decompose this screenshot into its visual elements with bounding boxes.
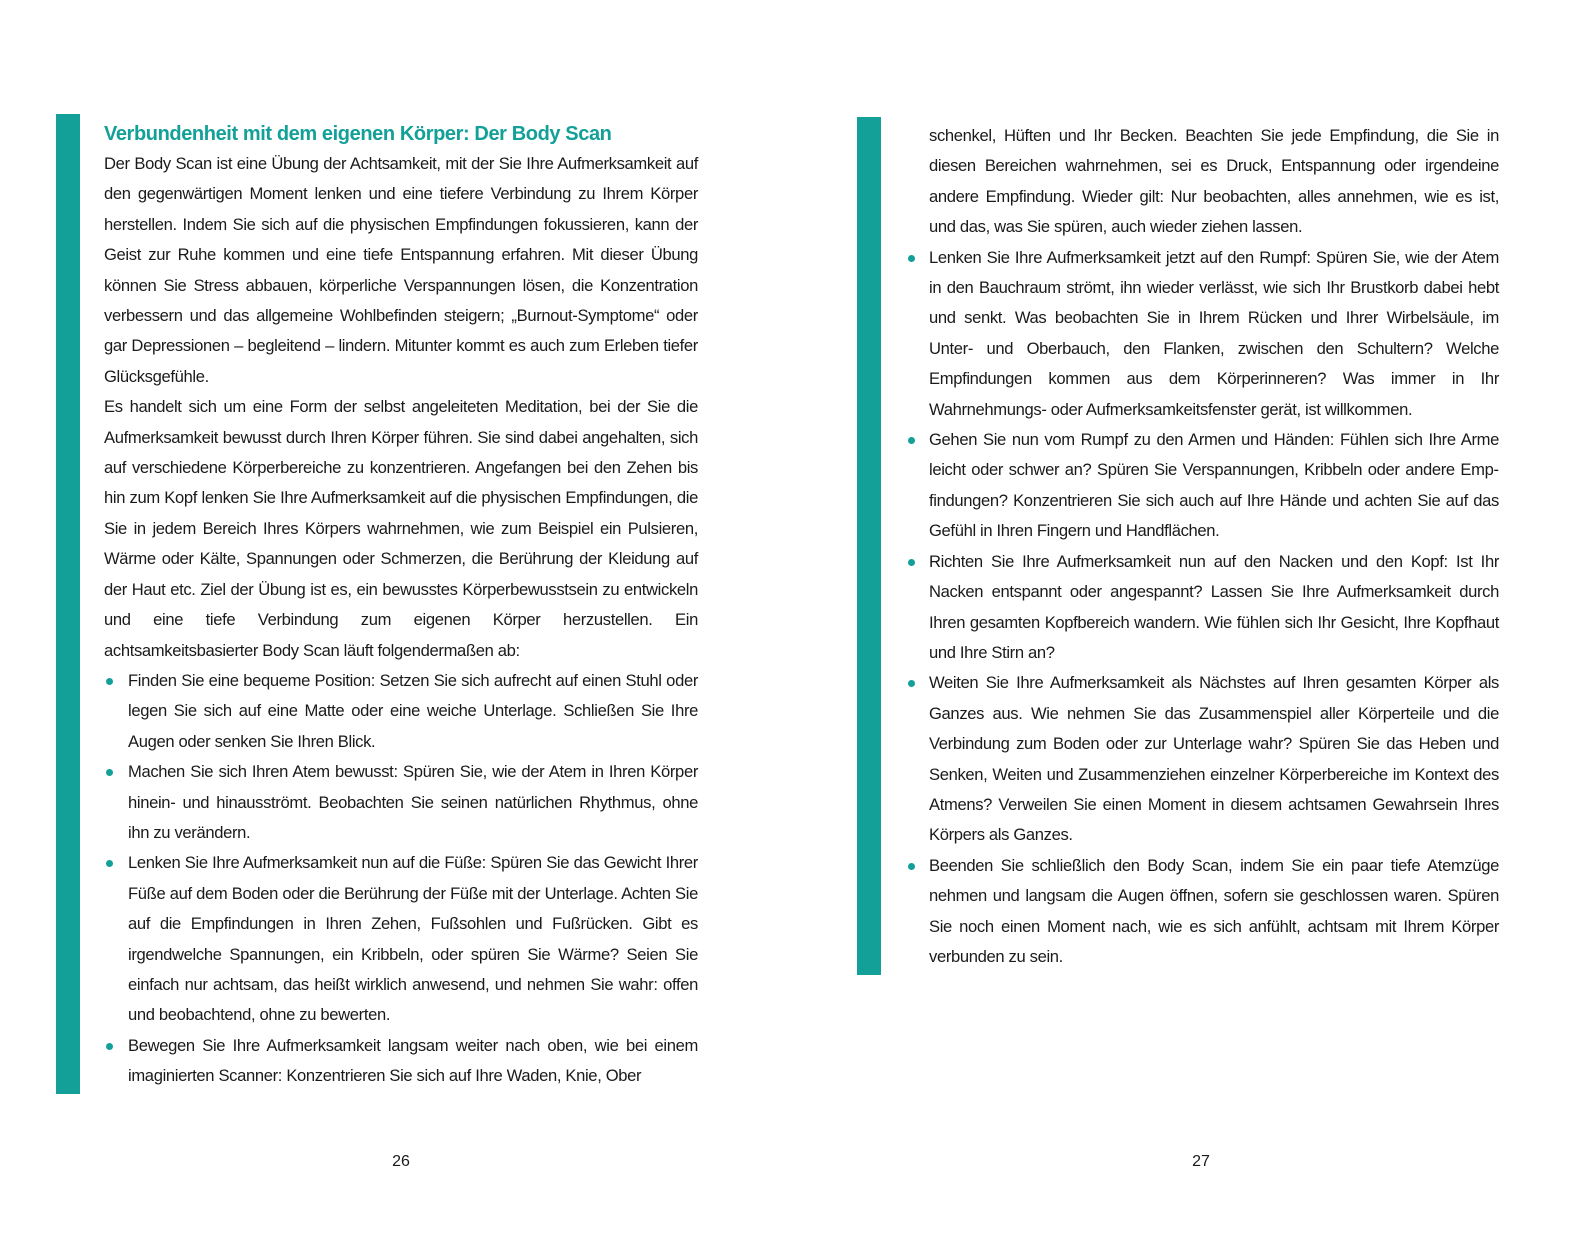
list-item xyxy=(929,243,1499,425)
accent-bar xyxy=(56,114,80,1094)
list-item-text: Finden Sie eine bequeme Position: Setzen Sie sich aufrecht auf einen Stuhl oder legen Sie sich auf eine Matte oder eine weiche Unterlage. Schließen Sie Ihre Augen oder senken Sie Ihren Blick. xyxy=(128,670,698,751)
list-item-text: Beenden Sie schließlich den Body Scan, indem Sie ein paar tiefe Atemzüge nehmen und langsam die Augen öffnen, sofern sie geschlossen waren. Spüren Sie noch einen Moment nach, wie es sich anfühlt, achtsam mit Ihrem Körper verbunden zu sein. xyxy=(929,855,1499,966)
list-item-text: Gehen Sie nun vom Rumpf zu den Armen und Händen: Fühlen sich Ihre Arme leicht oder schwer an? Spüren Sie Verspannungen, Kribbeln oder andere Empfindungen? Konzentrieren Sie sich auch auf Ihre Hände und achten Sie auf das Gefühl in Ihren Fingern und Handflächen. xyxy=(929,430,1499,541)
right-text-column xyxy=(929,121,1499,972)
bullet-icon xyxy=(908,437,915,444)
bullet-list xyxy=(104,666,698,1092)
list-item-text: Lenken Sie Ihre Aufmerksamkeit jetzt auf den Rumpf: Spüren Sie, wie der Atem in den Bauchraum strömt, ihn wieder verlässt, wie sich Ihr Brustkorb dabei hebt und senkt. Was beobachten Sie in Ihrem Rücken und Ihrer Wirbelsäule, im Unter- und Oberbauch, den Flanken, zwischen den Schultern? Welche Empfindungen kommen aus dem Körperinneren? Was immer in Ihr Wahrnehmungs- oder Aufmerksamkeitsfenster gerät, ist willkommen. xyxy=(929,247,1499,419)
list-item-text: Bewegen Sie Ihre Aufmerksamkeit langsam weiter nach oben, wie bei einem imaginierten Scanner: Konzentrieren Sie sich auf Ihre Waden, Knie, Ober xyxy=(128,1035,698,1086)
bullet-icon xyxy=(106,678,113,685)
list-item-text: Richten Sie Ihre Aufmerksamkeit nun auf den Nacken und den Kopf: Ist Ihr Nacken entspannt oder angespannt? Lassen Sie Ihre Aufmerksamkeit durch Ihren gesamten Kopfbereich wandern. Wie fühlen sich Ihr Gesicht, Ihre Kopfhaut und Ihre Stirn an? xyxy=(929,551,1499,662)
bullet-icon xyxy=(908,559,915,566)
bullet-icon xyxy=(106,1043,113,1050)
bullet-icon xyxy=(908,255,915,262)
list-item-text: Weiten Sie Ihre Aufmerksamkeit als Nächstes auf Ihren gesamten Körper als Ganzes aus. Wie nehmen Sie das Zusammenspiel aller Körperteile und die Verbindung zum Boden oder zur Unterlage wahr? Spüren Sie das Heben und Senken, Weiten und Zusammenziehen einzelner Körperbereiche im Kontext des Atmens? Verweilen Sie einen Moment in diesem achtsamen Gewahrsein Ihres Körpers als Ganzes. xyxy=(929,673,1499,845)
page-number: 26 xyxy=(392,1153,410,1170)
right-page xyxy=(797,0,1594,1240)
continued-list-text: schenkel, Hüften und Ihr Becken. Beachten Sie jede Empfindung, die Sie in diesen Bereichen wahrnehmen, sei es Druck, Entspannung oder irgendeine andere Empfindung. Wieder gilt: Nur beobachten, alles annehmen, wie es ist, und das, was Sie spüren, auch wieder ziehen lassen. xyxy=(929,126,1499,237)
bullet-icon xyxy=(908,680,915,687)
left-text-column xyxy=(104,119,698,1092)
list-item-text: Machen Sie sich Ihren Atem bewusst: Spüren Sie, wie der Atem in Ihren Körper hinein- und hinausströmt. Beobachten Sie seinen natürlichen Rhythmus, ohne ihn zu verändern. xyxy=(128,762,698,842)
list-item xyxy=(104,757,698,848)
section-heading: Verbundenheit mit dem eigenen Körper: Der Body Scan xyxy=(104,123,612,145)
list-item xyxy=(929,668,1499,850)
bullet-list xyxy=(929,243,1499,973)
list-item xyxy=(104,1031,698,1092)
paragraph: Es handelt sich um eine Form der selbst angeleiteten Meditation, bei der Sie die Aufmerksamkeit bewusst durch Ihren Körper führen. Sie sind dabei angehalten, sich auf verschiedene Körperbereiche zu konzentrieren. Angefangen bei den Zehen bis hin zum Kopf lenken Sie Ihre Aufmerksamkeit auf die physischen Empfindungen, die Sie in jedem Bereich Ihres Körpers wahrnehmen, wie zum Beispiel ein Pulsieren, Wärme oder Kälte, Spannungen oder Schmerzen, die Berührung der Kleidung auf der Haut etc. Ziel der Übung ist es, ein bewusstes Körperbewusstsein zu entwickeln und eine tiefe Verbindung zum eigenen Körper herzustellen. Ein achtsamkeitsbasierter Body Scan läuft folgendermaßen ab: xyxy=(104,397,698,660)
list-item xyxy=(929,425,1499,547)
list-item xyxy=(104,848,698,1030)
paragraph: Der Body Scan ist eine Übung der Achtsamkeit, mit der Sie Ihre Aufmerksamkeit auf den gegenwärtigen Moment lenken und eine tiefere Verbindung zu Ihrem Körper herstellen. Indem Sie sich auf die physischen Empfindungen fokussieren, kann der Geist zur Ruhe kommen und eine tiefe Entspannung erfahren. Mit dieser Übung können Sie Stress abbauen, körperliche Verspannungen lösen, die Konzentration verbessern und das allgemeine Wohlbefinden steigern; „Burnout-Symptome“ oder gar Depressionen – begleitend – lindern. Mitunter kommt es auch zum Erleben tiefer Glücksgefühle. xyxy=(104,154,698,386)
page-number: 27 xyxy=(1192,1153,1210,1170)
bullet-icon xyxy=(106,769,113,776)
accent-bar xyxy=(857,117,881,975)
list-item xyxy=(929,547,1499,669)
bullet-icon xyxy=(908,863,915,870)
list-item xyxy=(104,666,698,757)
list-item xyxy=(929,851,1499,973)
bullet-icon xyxy=(106,860,113,867)
list-item-text: Lenken Sie Ihre Aufmerksamkeit nun auf die Füße: Spüren Sie das Gewicht Ihrer Füße auf dem Boden oder die Berührung der Füße mit der Unterlage. Achten Sie auf die Empfindungen in Ihren Zehen, Fußsohlen und Fußrücken. Gibt es irgendwelche Spannungen, ein Kribbeln, oder spüren Sie Wärme? Seien Sie einfach nur achtsam, das heißt wirklich anwesend, und nehmen Sie wahr: offen und beobachtend, ohne zu bewerten. xyxy=(128,853,698,1025)
